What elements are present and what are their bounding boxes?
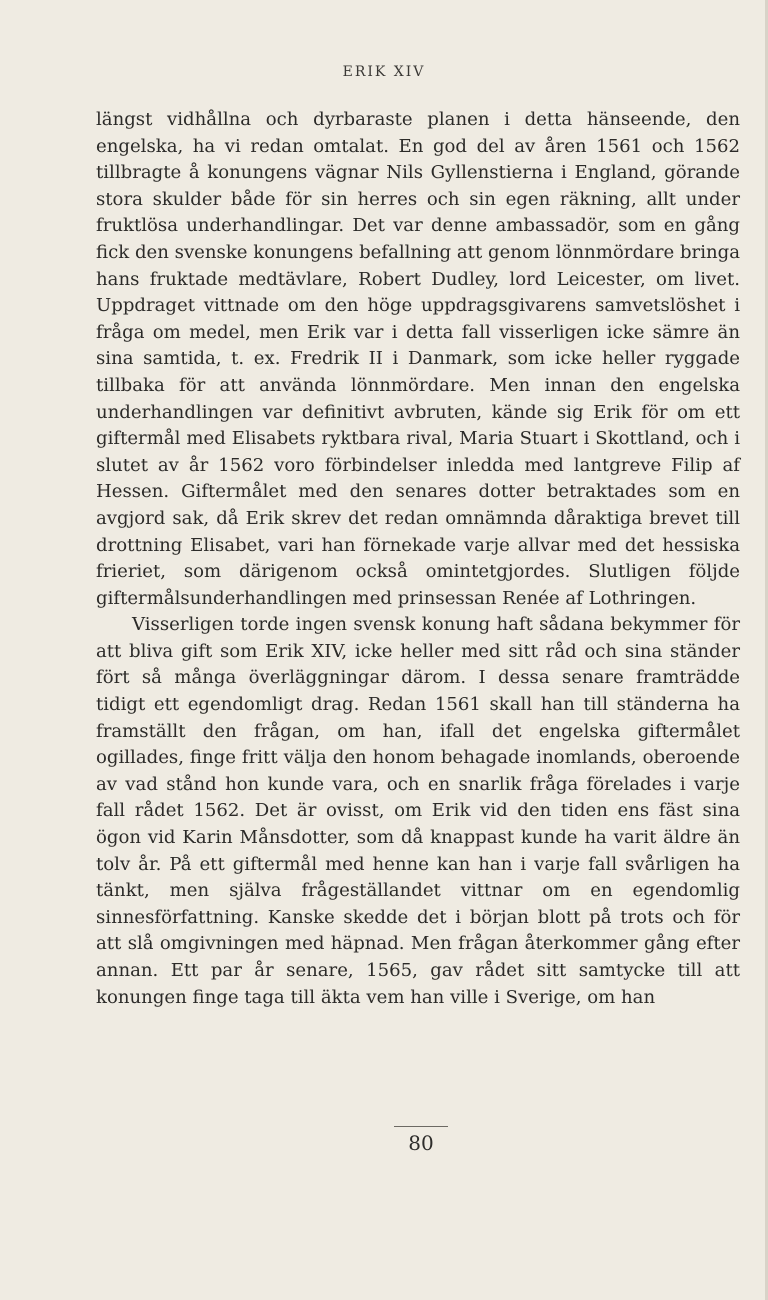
body-text <box>96 107 740 1011</box>
page-number: 80 <box>408 1131 434 1155</box>
paragraph-2: Visserligen torde ingen svensk konung haft sådana bekymmer för att bliva gift som Erik XIV, icke heller med sitt råd och sina ständer fört så många överläggningar därom. I dessa senare framträdde tidigt ett egendomligt drag. Redan 1561 skall han till ständerna ha framställt den frågan, om han, ifall det engelska giftermålet ogillades, finge fritt välja den honom behagade inomlands, oberoende av vad stånd hon kunde vara, och en snarlik fråga förelades i varje fall rådet 1562. Det är ovisst, om Erik vid den tiden ens fäst sina ögon vid Karin Månsdotter, som då knappast kunde ha varit äldre än tolv år. På ett giftermål med henne kan han i varje fall svårligen ha tänkt, men själva frågeställandet vittnar om en egendomlig sinnesförfattning. Kanske skedde det i början blott på trots och för att slå omgivningen med häpnad. Men frågan återkommer gång efter annan. Ett par år senare, 1565, gav rådet sitt samtycke till att konungen finge taga till äkta vem han ville i Sverige, om han <box>96 614 740 1008</box>
paragraph-1: längst vidhållna och dyrbaraste planen i detta hänseende, den engelska, ha vi redan omtalat. En god del av åren 1561 och 1562 tillbragte å konungens vägnar Nils Gyllenstierna i England, görande stora skulder både för sin herres och sin egen räkning, allt under fruktlösa underhandlingar. Det var denne ambassadör, som en gång fick den svenske konungens befallning att genom lönnmördare bringa hans fruktade medtävlare, Robert Dudley, lord Leicester, om livet. Uppdraget vittnade om den höge uppdragsgivarens samvetslöshet i fråga om medel, men Erik var i detta fall visserligen icke sämre än sina samtida, t. ex. Fredrik II i Danmark, som icke heller ryggade tillbaka för att använda lönnmördare. Men innan den engelska underhandlingen var definitivt avbruten, kände sig Erik för om ett giftermål med Elisabets ryktbara rival, Maria Stuart i Skottland, och i slutet av år 1562 voro förbindelser inledda med lantgreve Filip af Hessen. Giftermålet med den senares dotter betraktades som en avgjord sak, då Erik skrev det redan omnämnda dåraktiga brevet till drottning Elisabet, vari han förnekade varje allvar med det hessiska frieriet, som därigenom också omintetgjordes. Slutligen följde giftermålsunderhandlingen med prinsessan Renée af Lothringen. <box>96 109 740 609</box>
running-title: ERIK XIV <box>342 64 426 80</box>
running-header <box>0 64 768 80</box>
page-number-rule <box>394 1126 448 1127</box>
